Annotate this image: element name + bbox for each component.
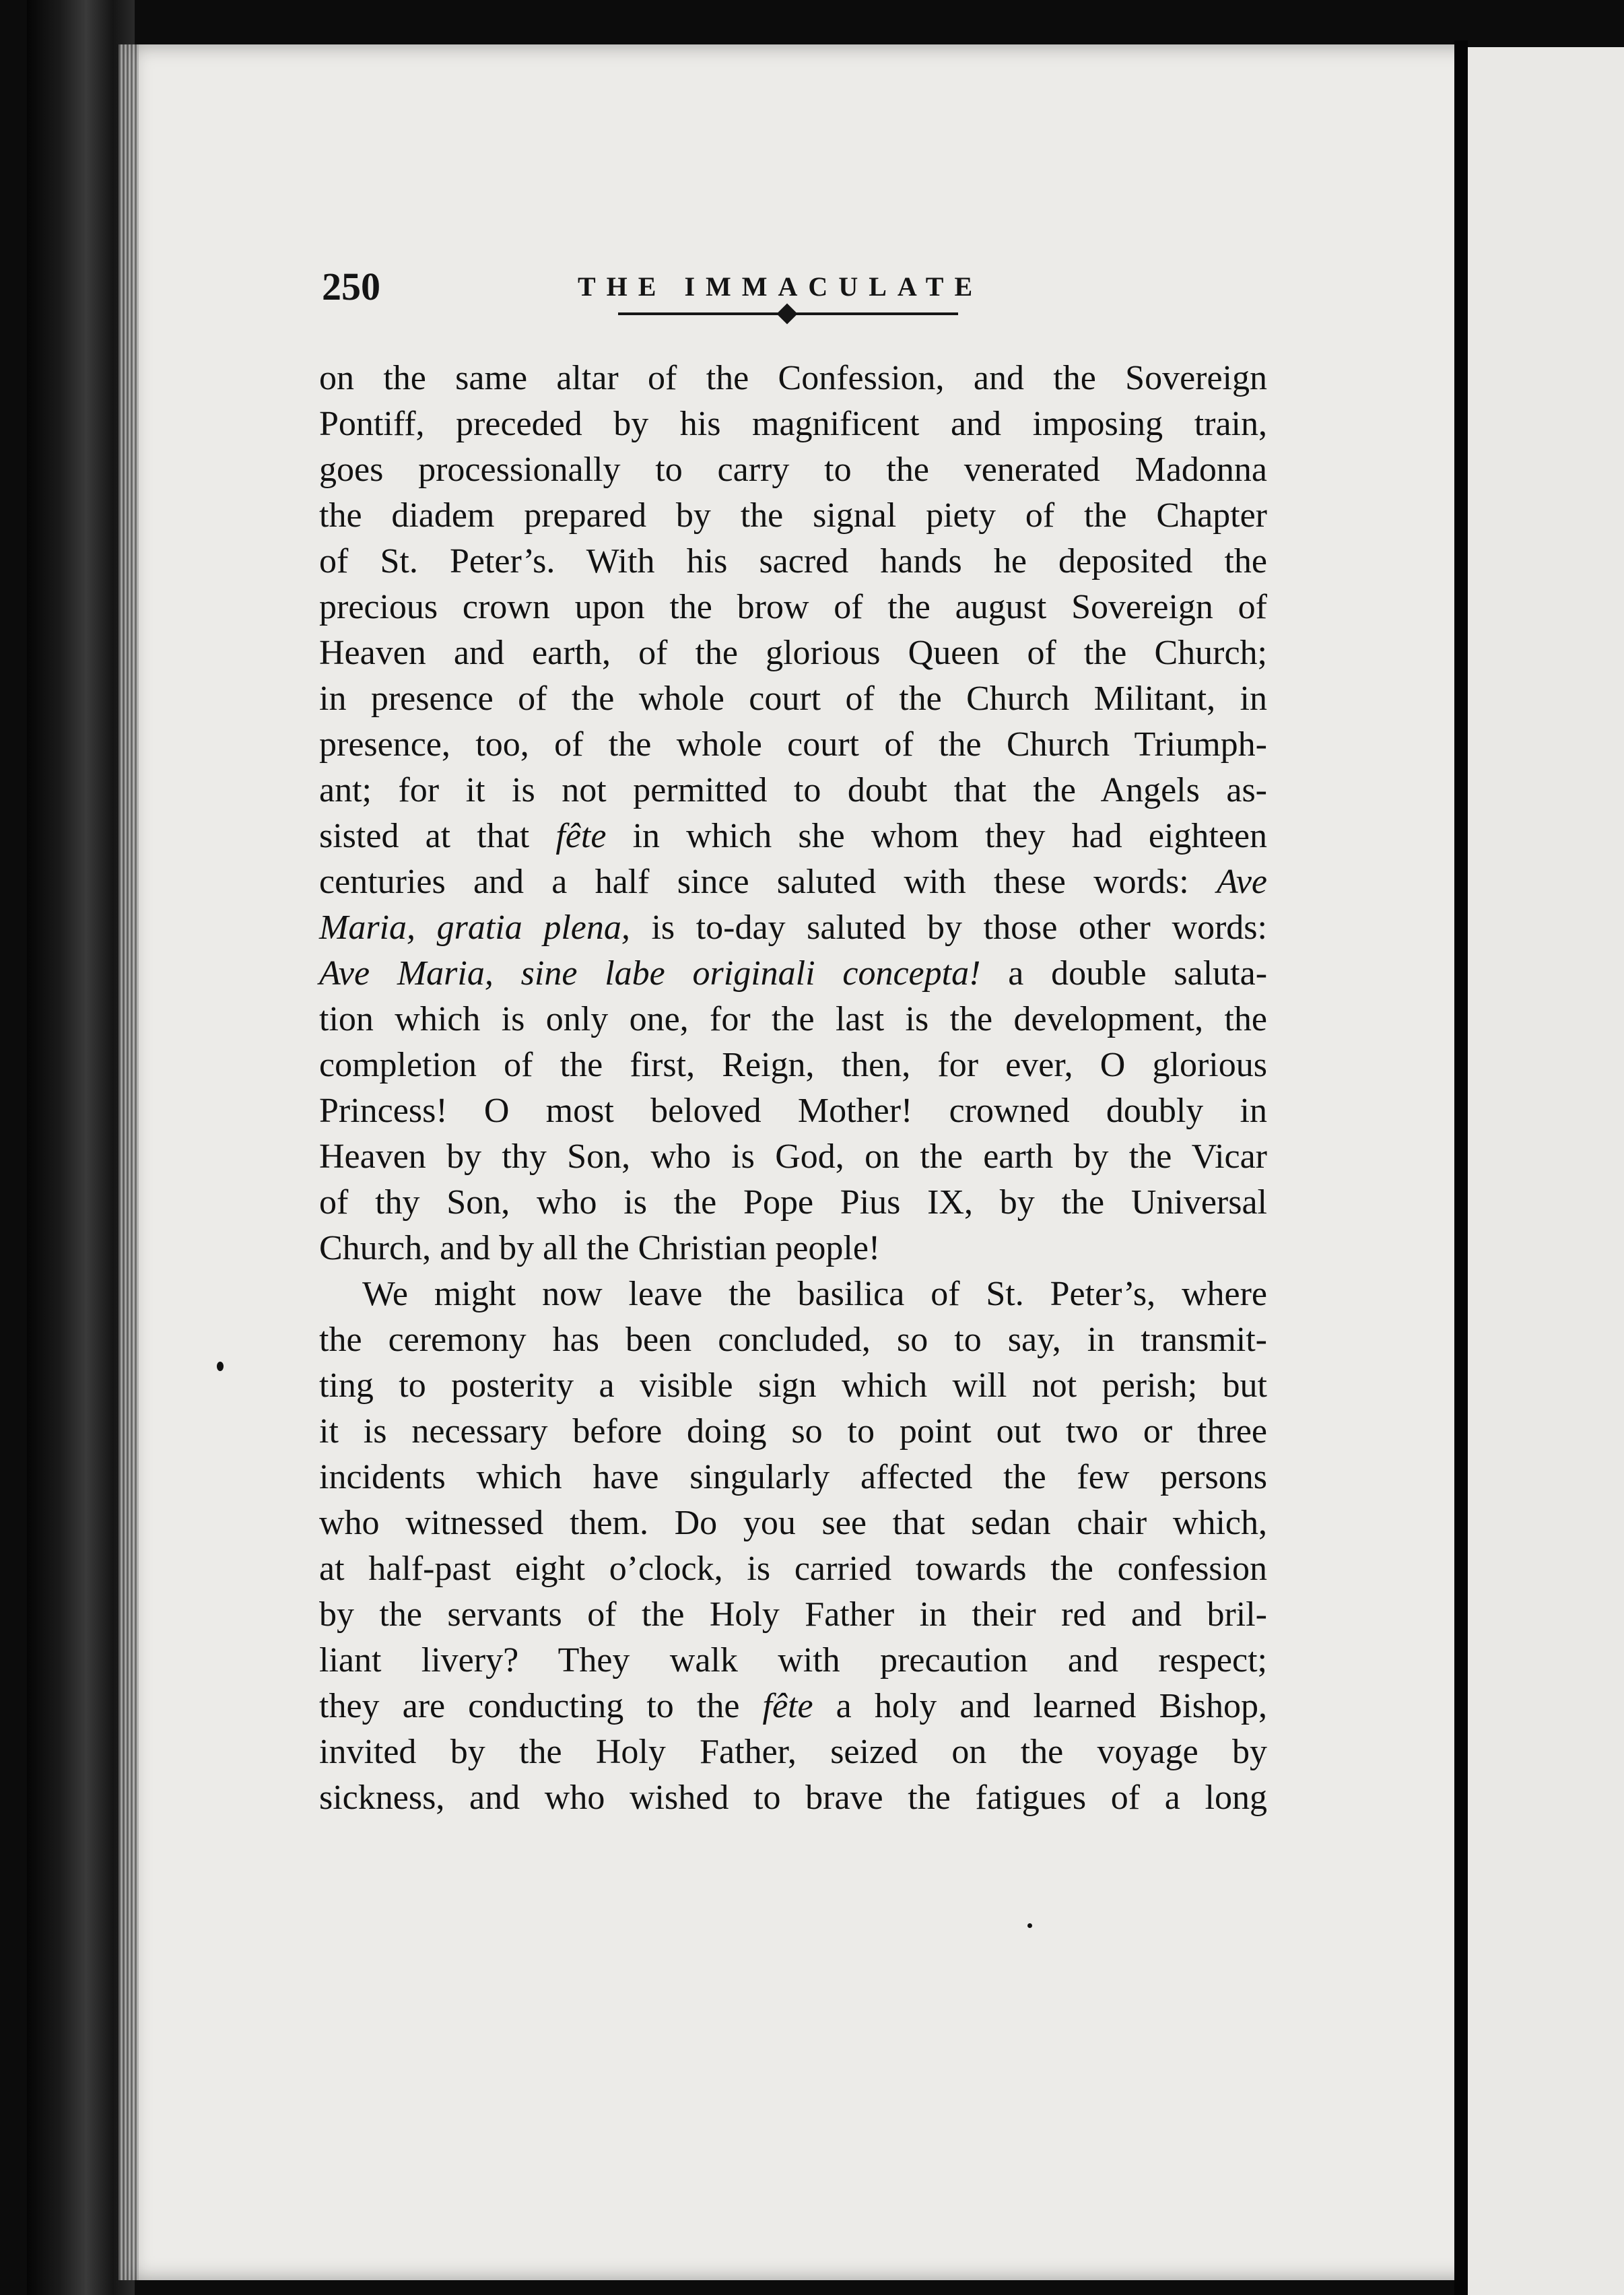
text-line: ant; for it is not permitted to doubt that the Angels as- (319, 771, 1267, 809)
text-line: Heaven by thy Son, who is God, on the earth by the Vicar (319, 1137, 1267, 1176)
text-line: ting to posterity a visible sign which will not perish; but (319, 1366, 1267, 1405)
ink-speck (217, 1362, 224, 1371)
text-line: tion which is only one, for the last is the development, the (319, 1000, 1267, 1038)
gutter-divider (1454, 40, 1468, 2295)
text-line: Heaven and earth, of the glorious Queen of the Church; (319, 634, 1267, 672)
text-line: Ave Maria, sine labe originali concepta! a double saluta- (319, 954, 1268, 993)
text-line: in presence of the whole court of the Church Militant, in (319, 679, 1267, 718)
text-line: incidents which have singularly affected the few persons (319, 1458, 1267, 1496)
page-header (322, 264, 1278, 318)
text-line: the diadem prepared by the signal piety of the Chapter (319, 496, 1267, 535)
text-line: they are conducting to the fête a holy and learned Bishop, (319, 1687, 1267, 1725)
text-line: sickness, and who wished to brave the fatigues of a long (319, 1778, 1267, 1817)
text-line: who witnessed them. Do you see that sedan chair which, (319, 1504, 1267, 1542)
ink-speck (1027, 1923, 1032, 1928)
text-line: Church, and by all the Christian people! (319, 1229, 881, 1267)
text-line: of thy Son, who is the Pope Pius IX, by the Universal (319, 1183, 1267, 1222)
text-line: Maria, gratia plena, is to-day saluted by those other words: (319, 908, 1267, 947)
paragraph (319, 356, 1267, 1271)
running-head: THE IMMACULATE (578, 271, 984, 302)
text-line: centuries and a half since saluted with these words: Ave (319, 863, 1267, 901)
text-line: at half-past eight o’clock, is carried towards the confession (319, 1550, 1267, 1588)
adjacent-page-sliver (1468, 47, 1624, 2295)
text-line: it is necessary before doing so to point out two or three (319, 1412, 1267, 1451)
text-line: invited by the Holy Father, seized on the voyage by (319, 1733, 1267, 1771)
text-line: liant livery? They walk with precaution and respect; (319, 1641, 1267, 1679)
page-stack-edges (119, 44, 139, 2280)
text-line: completion of the first, Reign, then, for ever, O glorious (319, 1046, 1267, 1084)
text-line: the ceremony has been concluded, so to say, in transmit- (319, 1321, 1267, 1359)
text-line: Princess! O most beloved Mother! crowned doubly in (319, 1092, 1267, 1130)
text-line: We might now leave the basilica of St. Peter’s, where (362, 1275, 1267, 1313)
text-line: by the servants of the Holy Father in their red and bril- (319, 1595, 1267, 1634)
text-line: goes processionally to carry to the venerated Madonna (319, 451, 1267, 489)
text-line: of St. Peter’s. With his sacred hands he deposited the (319, 542, 1267, 580)
page-number: 250 (322, 265, 380, 308)
text-line: precious crown upon the brow of the august Sovereign of (319, 588, 1267, 626)
paragraph (319, 1271, 1267, 1821)
text-line: presence, too, of the whole court of the Church Triumph- (319, 725, 1267, 764)
text-line: sisted at that fête in which she whom they had eighteen (319, 817, 1267, 855)
body-text (319, 356, 1267, 1821)
text-line: on the same altar of the Confession, and the Sovereign (319, 359, 1267, 397)
text-line: Pontiff, preceded by his magnificent and imposing train, (319, 405, 1267, 443)
